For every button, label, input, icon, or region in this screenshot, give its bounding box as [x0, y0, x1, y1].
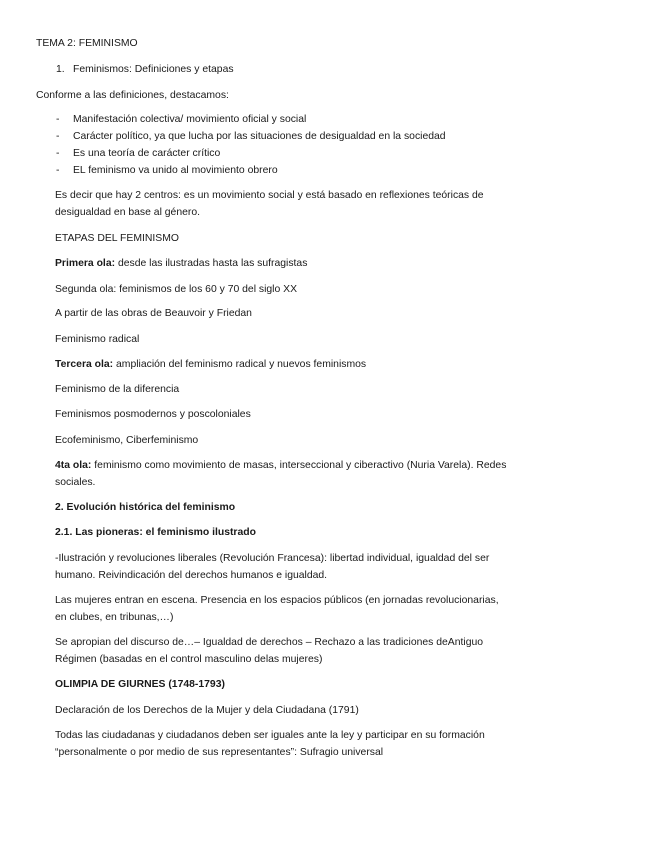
- bullet-marker: -: [56, 131, 60, 142]
- bullet-marker: -: [56, 165, 60, 176]
- paragraph-line: Ecofeminismo, Ciberfeminismo: [55, 435, 199, 446]
- primera-ola-line: [55, 255, 307, 272]
- cuarta-ola-line: [55, 457, 506, 474]
- paragraph-line: -Ilustración y revoluciones liberales (Revolución Francesa): libertad individual, igualdad del ser: [55, 553, 490, 564]
- etapas-heading: ETAPAS DEL FEMINISMO: [55, 233, 179, 244]
- tercera-ola-label: Tercera ola:: [55, 359, 114, 370]
- paragraph-line: A partir de las obras de Beauvoir y Friedan: [55, 308, 252, 319]
- paragraph-line: Feminismo de la diferencia: [55, 384, 180, 395]
- document-title: TEMA 2: FEMINISMO: [36, 38, 138, 49]
- subsection-heading: 2.1. Las pioneras: el feminismo ilustrado: [55, 527, 256, 538]
- intro-paragraph: Conforme a las definiciones, destacamos:: [36, 90, 229, 101]
- paragraph-line: Se apropian del discurso de…– Igualdad de derechos – Rechazo a las tradiciones deAntiguo: [55, 637, 484, 648]
- tercera-ola-text: ampliación del feminismo radical y nuevos feminismos: [113, 359, 367, 370]
- paragraph-line: Feminismo radical: [55, 334, 140, 345]
- segunda-ola-line: Segunda ola: feminismos de los 60 y 70 del siglo XX: [55, 284, 298, 295]
- paragraph-line: Régimen (basadas en el control masculino delas mujeres): [55, 654, 323, 665]
- section-heading: 2. Evolución histórica del feminismo: [55, 502, 236, 513]
- paragraph-line: Todas las ciudadanas y ciudadanos deben ser iguales ante la ley y participar en su formación: [55, 730, 485, 741]
- paragraph-line: Es decir que hay 2 centros: es un movimiento social y está basado en reflexiones teóricas de: [55, 190, 484, 201]
- paragraph-line: en clubes, en tribunas,…): [55, 612, 174, 623]
- olimpia-heading: OLIMPIA DE GIURNES (1748-1793): [55, 679, 225, 690]
- bullet-item: Carácter político, ya que lucha por las situaciones de desigualdad en la sociedad: [73, 131, 446, 142]
- bullet-marker: -: [56, 148, 60, 159]
- bullet-item: Es una teoría de carácter crítico: [73, 148, 221, 159]
- cuarta-ola-label: 4ta ola:: [55, 460, 92, 471]
- cuarta-ola-text: feminismo como movimiento de masas, interseccional y ciberactivo (Nuria Varela). Redes: [91, 460, 507, 471]
- paragraph-line: Declaración de los Derechos de la Mujer y dela Ciudadana (1791): [55, 705, 359, 716]
- bullet-item: EL feminismo va unido al movimiento obrero: [73, 165, 278, 176]
- paragraph-line: humano. Reivindicación del derechos humanos e igualdad.: [55, 570, 328, 581]
- primera-ola-text: desde las ilustradas hasta las sufragistas: [115, 258, 308, 269]
- paragraph-line: desigualdad en base al género.: [55, 207, 201, 218]
- paragraph-line: sociales.: [55, 477, 96, 488]
- bullet-item: Manifestación colectiva/ movimiento oficial y social: [73, 114, 307, 125]
- tercera-ola-line: [55, 356, 366, 373]
- list-number: 1.: [56, 64, 65, 75]
- bullet-marker: -: [56, 114, 60, 125]
- list-item-heading: Feminismos: Definiciones y etapas: [73, 64, 234, 75]
- primera-ola-label: Primera ola:: [55, 258, 116, 269]
- paragraph-line: “personalmente o por medio de sus representantes”: Sufragio universal: [55, 747, 384, 758]
- paragraph-line: Las mujeres entran en escena. Presencia en los espacios públicos (en jornadas revolucionarias,: [55, 595, 499, 606]
- paragraph-line: Feminismos posmodernos y poscoloniales: [55, 409, 251, 420]
